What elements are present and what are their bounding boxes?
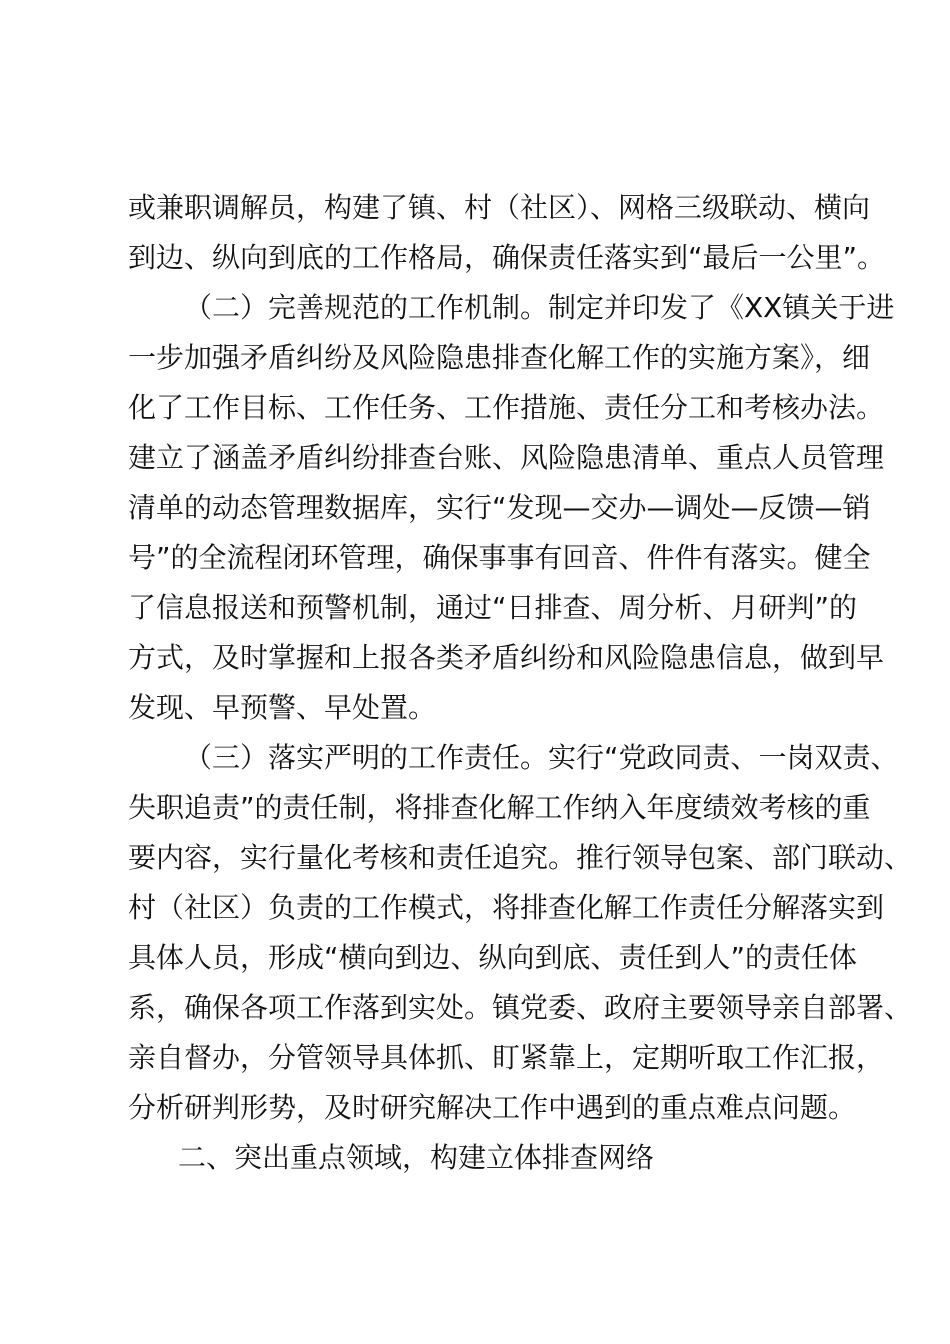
text-line: 方式，及时掌握和上报各类矛盾纠纷和风险隐患信息，做到早 [128,641,885,674]
text-line: 亲自督办，分管领导具体抓、盯紧靠上，定期听取工作汇报， [128,1041,885,1074]
text-line: 建立了涵盖矛盾纠纷排查台账、风险隐患清单、重点人员管理 [128,441,885,474]
document-body [128,183,913,1183]
section-heading: 二、突出重点领域，构建立体排查网络 [178,1141,655,1174]
text-line: 发现、早预警、早处置。 [128,691,437,724]
text-line: 化了工作目标、工作任务、工作措施、责任分工和考核办法。 [128,391,885,424]
text-line: 了信息报送和预警机制，通过“日排查、周分析、月研判”的 [128,591,858,624]
paragraph-start-line: （二）完善规范的工作机制。制定并印发了《XX镇关于进 [184,291,895,324]
text-line: 到边、纵向到底的工作格局，确保责任落实到“最后一公里”。 [128,241,886,274]
text-line: 分析研判形势，及时研究解决工作中遇到的重点难点问题。 [128,1091,857,1124]
paragraph-start-line: （三）落实严明的工作责任。实行“党政同责、一岗双责、 [184,741,899,774]
text-line: 清单的动态管理数据库，实行“发现—交办—调处—反馈—销 [128,491,871,524]
text-line: 失职追责”的责任制，将排查化解工作纳入年度绩效考核的重 [128,791,871,824]
text-line: 一步加强矛盾纠纷及风险隐患排查化解工作的实施方案》，细 [128,341,871,374]
text-line: 要内容，实行量化考核和责任追究。推行领导包案、部门联动、 [128,841,913,874]
text-line: 具体人员，形成“横向到边、纵向到底、责任到人”的责任体 [128,941,858,974]
text-line: 或兼职调解员，构建了镇、村（社区）、网格三级联动、横向 [128,191,871,224]
text-line: 号”的全流程闭环管理，确保事事有回音、件件有落实。健全 [128,541,871,574]
text-line: 村（社区）负责的工作模式，将排查化解工作责任分解落实到 [128,891,885,924]
text-line: 系，确保各项工作落到实处。镇党委、政府主要领导亲自部署、 [128,991,913,1024]
